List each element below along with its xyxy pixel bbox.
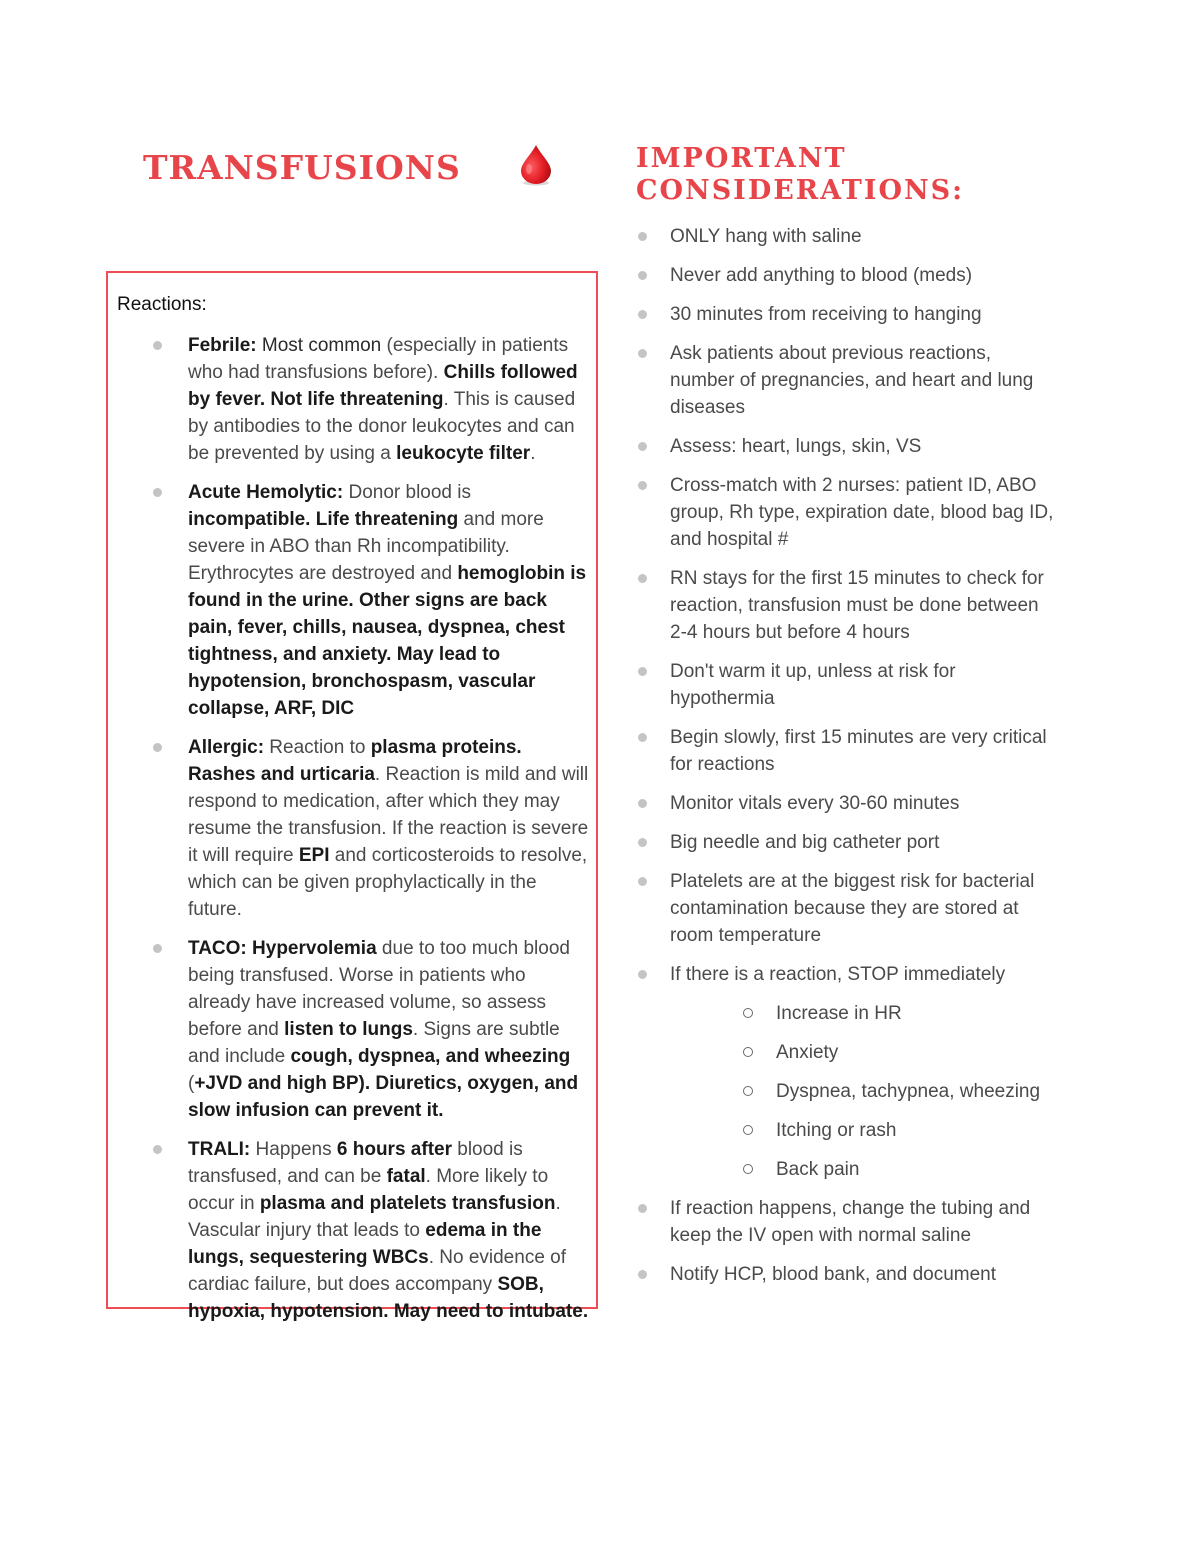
reaction-item [151, 1136, 591, 1325]
reaction-text: hemoglobin is found in the urine. Other signs are back pain, fever, chills, nausea, dyspnea, chest tightness, and anxiety. May lead to hypotension, bronchospasm, vascular collapse, ARF, DIC [188, 563, 587, 719]
reaction-text: EPI [298, 845, 330, 866]
consideration-item [636, 724, 1056, 778]
reaction-term: TACO: [188, 938, 247, 959]
consideration-text: If there is a reaction, STOP immediately [670, 964, 1006, 985]
consideration-text: Platelets are at the biggest risk for bacterial contamination because they are stored at room temperature [670, 871, 1035, 946]
reaction-text: blood is transfused, and can be [188, 1139, 523, 1187]
bullet-icon [638, 271, 647, 280]
consideration-text: Assess: heart, lungs, skin, VS [670, 436, 922, 457]
consideration-item [636, 262, 1056, 289]
reaction-text: Donor blood is [343, 482, 471, 503]
reaction-sign-item [670, 1117, 1056, 1144]
reaction-text: cough, dyspnea, and wheezing [290, 1046, 571, 1067]
reaction-text: +JVD and high BP). Diuretics, oxygen, and slow infusion can prevent it. [188, 1073, 579, 1121]
reaction-text: incompatible. Life threatening [188, 509, 459, 530]
reaction-text: fatal [386, 1166, 426, 1187]
reaction-text: . Reaction is mild and will respond to medication, after which they may resume the transfusion. If the reaction is severe it will require [188, 764, 589, 866]
bullet-icon [153, 743, 162, 752]
reaction-text: plasma proteins. Rashes and urticaria [188, 737, 522, 785]
reaction-sign-item [670, 1000, 1056, 1027]
reaction-sign-text: Anxiety [776, 1042, 839, 1063]
reaction-text: ( [188, 1073, 195, 1094]
blood-drop-icon [517, 143, 555, 187]
reaction-text: (especially in patients who had transfusions before). [188, 335, 569, 383]
consideration-item [636, 472, 1056, 553]
bullet-icon [638, 442, 647, 451]
reaction-text: Most common [256, 335, 382, 356]
reaction-text: and more severe in ABO than Rh incompatibility. Erythrocytes are destroyed and [188, 509, 544, 584]
reaction-term: TRALI: [188, 1139, 251, 1160]
reaction-text: leukocyte filter [396, 443, 531, 464]
consideration-text: RN stays for the first 15 minutes to check for reaction, transfusion must be done between 2-4 hours but before 4 hours [670, 568, 1044, 643]
reaction-text: listen to lungs [284, 1019, 413, 1040]
page-title: TRANSFUSIONS [143, 148, 461, 187]
reaction-text: Happens [250, 1139, 337, 1160]
circle-bullet-icon [743, 1047, 753, 1057]
consideration-item [636, 790, 1056, 817]
bullet-icon [638, 733, 647, 742]
consideration-text: Don't warm it up, unless at risk for hypothermia [670, 661, 956, 709]
consideration-item [636, 868, 1056, 949]
consideration-text: If reaction happens, change the tubing and keep the IV open with normal saline [670, 1198, 1031, 1246]
circle-bullet-icon [743, 1008, 753, 1018]
reaction-text: edema in the lungs, sequestering WBCs [188, 1220, 542, 1268]
circle-bullet-icon [743, 1125, 753, 1135]
consideration-text: Begin slowly, first 15 minutes are very critical for reactions [670, 727, 1047, 775]
reaction-item [151, 734, 591, 923]
bullet-icon [153, 1145, 162, 1154]
bullet-icon [153, 341, 162, 350]
bullet-icon [638, 970, 647, 979]
reaction-text: plasma and platelets transfusion [259, 1193, 556, 1214]
bullet-icon [638, 1204, 647, 1213]
consideration-text: Ask patients about previous reactions, number of pregnancies, and heart and lung diseases [670, 343, 1034, 418]
bullet-icon [638, 799, 647, 808]
bullet-icon [638, 838, 647, 847]
reaction-sign-text: Back pain [776, 1159, 860, 1180]
consideration-item [636, 829, 1056, 856]
considerations-title [636, 143, 964, 207]
reaction-text: Hypervolemia [246, 938, 377, 959]
reactions-list [151, 332, 591, 1337]
bullet-icon [153, 944, 162, 953]
reaction-text: . [530, 443, 536, 464]
bullet-icon [638, 574, 647, 583]
reaction-text: . Signs are subtle and include [188, 1019, 560, 1067]
reaction-signs-list [670, 1000, 1056, 1183]
reaction-sign-text: Itching or rash [776, 1120, 897, 1141]
consideration-text: Cross-match with 2 nurses: patient ID, ABO group, Rh type, expiration date, blood bag ID, and hospital # [670, 475, 1054, 550]
circle-bullet-icon [743, 1164, 753, 1174]
bullet-icon [638, 877, 647, 886]
bullet-icon [638, 232, 647, 241]
considerations-title-line1: IMPORTANT [636, 143, 847, 174]
reaction-text: due to too much blood being transfused. Worse in patients who already have increased volume, so assess before and [188, 938, 570, 1040]
consideration-item [636, 340, 1056, 421]
reaction-text: . This is caused by antibodies to the donor leukocytes and can be prevented by using a [188, 389, 576, 464]
reaction-sign-item [670, 1078, 1056, 1105]
consideration-item [636, 301, 1056, 328]
consideration-text: 30 minutes from receiving to hanging [670, 304, 982, 325]
reaction-term: Allergic: [188, 737, 265, 758]
bullet-icon [638, 310, 647, 319]
consideration-text: Notify HCP, blood bank, and document [670, 1264, 997, 1285]
consideration-item [636, 1195, 1056, 1249]
consideration-item [636, 565, 1056, 646]
reaction-text: . No evidence of cardiac failure, but does accompany [188, 1247, 567, 1295]
consideration-item [636, 658, 1056, 712]
consideration-item [636, 433, 1056, 460]
reaction-item [151, 332, 591, 467]
reaction-text: Reaction to [264, 737, 371, 758]
considerations-list [636, 223, 1056, 1300]
reaction-text: . Vascular injury that leads to [188, 1193, 561, 1241]
bullet-icon [638, 1270, 647, 1279]
reaction-item [151, 935, 591, 1124]
bullet-icon [638, 349, 647, 358]
consideration-item [636, 1261, 1056, 1288]
reaction-text: Chills followed by fever. Not life threatening [188, 362, 578, 410]
reaction-sign-item [670, 1156, 1056, 1183]
bullet-icon [153, 488, 162, 497]
reaction-text: and corticosteroids to resolve, which can be given prophylactically in the future. [188, 845, 588, 920]
reactions-heading: Reactions: [117, 294, 207, 315]
reaction-sign-item [670, 1039, 1056, 1066]
reaction-sign-text: Dyspnea, tachypnea, wheezing [776, 1081, 1041, 1102]
reaction-text: SOB, hypoxia, hypotension. May need to intubate. [188, 1274, 589, 1322]
reaction-text: 6 hours after [336, 1139, 452, 1160]
considerations-title-line2: CONSIDERATIONS: [636, 175, 965, 206]
reaction-item [151, 479, 591, 722]
reaction-sign-text: Increase in HR [776, 1003, 902, 1024]
consideration-text: Big needle and big catheter port [670, 832, 940, 853]
consideration-text: Never add anything to blood (meds) [670, 265, 973, 286]
bullet-icon [638, 481, 647, 490]
reaction-term: Febrile: [188, 335, 257, 356]
consideration-item [636, 223, 1056, 250]
consideration-text: Monitor vitals every 30-60 minutes [670, 793, 960, 814]
consideration-item [636, 961, 1056, 1183]
circle-bullet-icon [743, 1086, 753, 1096]
bullet-icon [638, 667, 647, 676]
reaction-text: . More likely to occur in [188, 1166, 549, 1214]
reaction-term: Acute Hemolytic: [188, 482, 344, 503]
consideration-text: ONLY hang with saline [670, 226, 862, 247]
